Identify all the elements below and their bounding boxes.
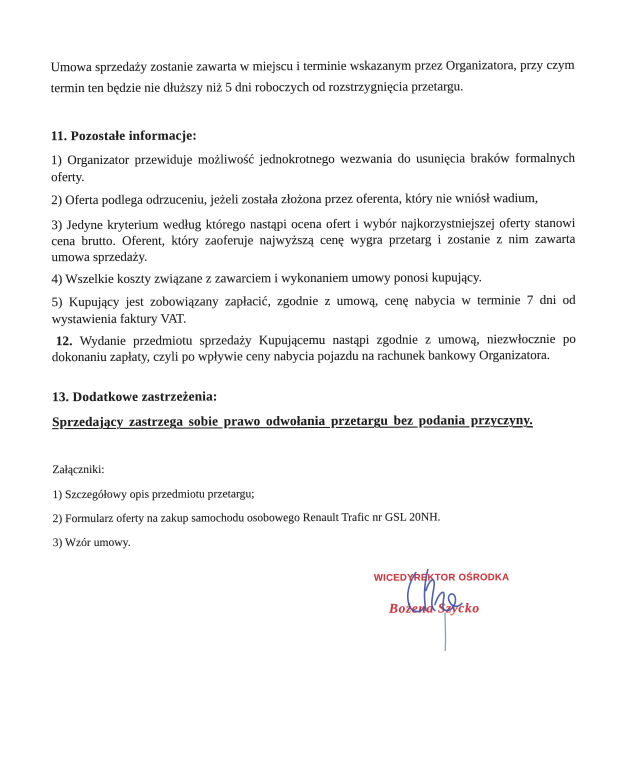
section-11-item-4: 4) Wszelkie koszty związane z zawarciem i wykonaniem umowy ponosi kupujący. bbox=[51, 269, 482, 287]
section-12-number: 12. bbox=[55, 333, 73, 349]
section-12-paragraph bbox=[52, 331, 576, 366]
attachments-list bbox=[52, 460, 576, 552]
attachments-label: Załączniki: bbox=[52, 462, 105, 476]
section-12-text: Wydanie przedmiotu sprzedaży Kupującemu nastąpi zgodnie z umową, niezwłocznie po dokonaniu zapłaty, czyli po wpływie ceny nabycia pojazdu na rachunek bankowy Organizatora. bbox=[51, 330, 576, 365]
attachment-item-2: 2) Formularz oferty na zakup samochodu osobowego Renault Trafic nr GSL 20NH. bbox=[52, 510, 441, 526]
section-11-item-1: 1) Organizator przewiduje możliwość jednokrotnego wezwania do usunięcia braków formalnych oferty. bbox=[50, 150, 576, 184]
section-11-item-2: 2) Oferta podlega odrzuceniu, jeżeli została złożona przez oferenta, który nie wniósł wadium, bbox=[51, 190, 539, 208]
section-11-item-5: 5) Kupujący jest zobowiązany zapłacić, zgodnie z umową, cenę nabycia w terminie 7 dni od wystawienia faktury VAT. bbox=[51, 292, 576, 326]
section-11-heading: 11. Pozostałe informacje: bbox=[50, 127, 197, 144]
signature-block bbox=[373, 569, 513, 660]
section-11-item-3: 3) Jedyne kryterium według którego nastąpi ocena ofert i wybór najkorzystniejszej oferty stanowi cena brutto. Oferent, który zaoferuje najwyższą cenę wygra przetarg i zostanie z nim zawarta umowa sprzedaży. bbox=[51, 214, 576, 265]
intro-paragraph: Umowa sprzedaży zostanie zawarta w miejscu i terminie wskazanym przez Organizatora, przy czym termin ten będzie nie dłuższy niż 5 dni roboczych od rozstrzygnięcia przetargu. bbox=[50, 56, 575, 95]
stamp-name: Bożena Szycko bbox=[388, 600, 480, 616]
document-body bbox=[51, 55, 577, 552]
attachment-item-3: 3) Wzór umowy. bbox=[52, 535, 131, 550]
stamp-title: WICEDYREKTOR OŚRODKA bbox=[373, 572, 510, 584]
section-13-heading: 13. Dodatkowe zastrzeżenia: bbox=[52, 388, 218, 405]
section-13-statement: Sprzedający zastrzega sobie prawo odwołania przetargu bez podania przyczyny. bbox=[52, 412, 533, 430]
attachment-item-1: 1) Szczegółowy opis przedmiotu przetargu; bbox=[52, 487, 255, 502]
